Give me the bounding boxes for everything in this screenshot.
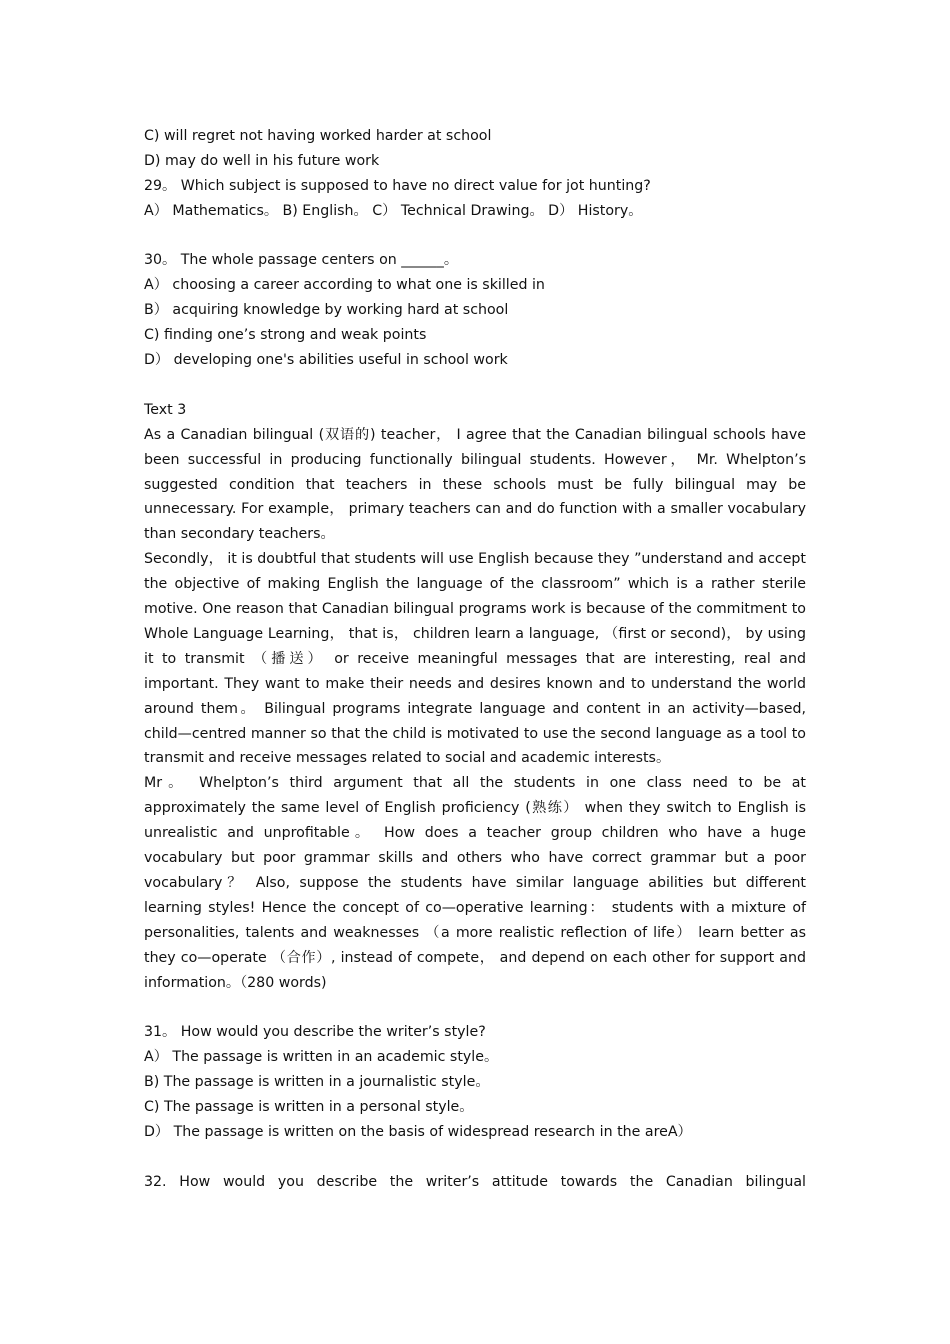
q31-option-a: A） The passage is written in an academic style。 — [144, 1049, 499, 1066]
text3-paragraph-2: Secondly， it is doubtful that students will use English because they ”understand and accept the objective of making English the language of the classroom” which is a rather sterile motive. One reason that Canadian bilingual programs work is because of the commitment to Whole Language Learning， that is， children learn a language, （first or second)， by using it to transmit （播送） or receive meaningful messages that are interesting, real and important. They want to make their needs and desires known and to understand the world around them。 Bilingual programs integrate language and content in an activity—based, child—centred manner so that the child is motivated to use the second language as a tool to transmit and receive messages related to social and academic interests。 — [144, 551, 806, 767]
spacer — [144, 1145, 806, 1170]
spacer — [144, 373, 806, 398]
q31-option-c: C) The passage is written in a personal style。 — [144, 1099, 474, 1116]
q29-options: A） Mathematics。 B) English。 C） Technical Drawing。 D） History。 — [144, 202, 643, 219]
document-page — [144, 124, 806, 1195]
q30-option-d: D） developing one's abilities useful in school work — [144, 352, 508, 369]
q30-question: 30。 The whole passage centers on ______。 — [144, 252, 459, 269]
q31-question: 31。 How would you describe the writer’s style? — [144, 1024, 486, 1041]
spacer — [144, 224, 806, 249]
q31-option-d: D） The passage is written on the basis of widespread research in the areA） — [144, 1123, 692, 1140]
q29-question: 29。 Which subject is supposed to have no direct value for jot hunting? — [144, 177, 651, 194]
text3-heading: Text 3 — [144, 401, 187, 418]
q31-option-b: B) The passage is written in a journalistic style。 — [144, 1074, 490, 1091]
q30-option-b: B） acquiring knowledge by working hard at school — [144, 302, 509, 319]
q28-option-d: D) may do well in his future work — [144, 152, 380, 169]
spacer — [144, 996, 806, 1021]
q30-option-c: C) finding one’s strong and weak points — [144, 327, 427, 344]
text3-paragraph-1: As a Canadian bilingual (双语的) teacher， I agree that the Canadian bilingual schools have been successful in producing functionally bilingual students. However， Mr. Whelpton’s suggested condition that teachers in these schools must be fully bilingual may be unnecessary. For example， primary teachers can and do function with a smaller vocabulary than secondary teachers。 — [144, 426, 806, 543]
q30-option-a: A） choosing a career according to what one is skilled in — [144, 277, 545, 294]
q32-question: 32. How would you describe the writer’s attitude towards the Canadian bilingual — [144, 1173, 806, 1190]
text3-paragraph-3: Mr。 Whelpton’s third argument that all the students in one class need to be at approximately the same level of English proficiency (熟练） when they switch to English is unrealistic and unprofitable。 How does a teacher group children who have a huge vocabulary but poor grammar skills and others who have correct grammar but a poor vocabulary？ Also, suppose the students have similar language abilities but different learning styles! Hence the concept of co—operative learning： students with a mixture of personalities, talents and weaknesses （a more realistic reflection of life） learn better as they co—operate （合作）, instead of compete， and depend on each other for support and information。（280 words) — [144, 775, 806, 991]
q28-option-c: C) will regret not having worked harder at school — [144, 128, 492, 144]
